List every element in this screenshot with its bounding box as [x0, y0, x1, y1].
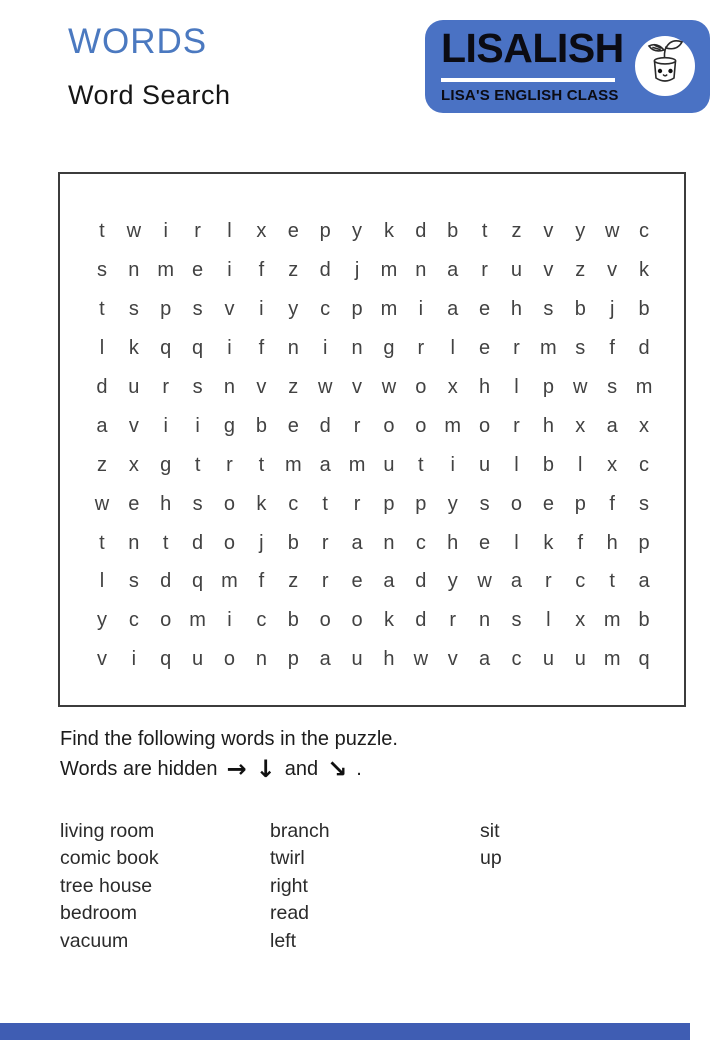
- word-item: left: [270, 929, 297, 952]
- grid-letter: u: [574, 648, 586, 671]
- grid-letter: t: [162, 531, 169, 554]
- grid-letter: i: [418, 298, 424, 321]
- word-item: bedroom: [60, 902, 137, 925]
- grid-letter: d: [96, 376, 108, 398]
- grid-letter: a: [351, 531, 363, 554]
- grid-letter: h: [510, 298, 523, 321]
- grid-letter: a: [606, 414, 618, 437]
- grid-letter: r: [417, 337, 425, 360]
- grid-letter: d: [319, 414, 331, 437]
- grid-letter: a: [447, 259, 459, 282]
- grid-letter: s: [479, 492, 490, 515]
- grid-letter: m: [189, 609, 206, 632]
- grid-letter: o: [223, 648, 236, 671]
- grid-letter: p: [574, 492, 586, 515]
- grid-letter: s: [639, 492, 650, 515]
- grid-letter: i: [163, 220, 168, 243]
- grid-letter: o: [415, 414, 427, 437]
- grid-letter: r: [513, 337, 520, 360]
- word-item: up: [480, 847, 502, 870]
- grid-letter: i: [227, 609, 232, 632]
- grid-letter: y: [96, 609, 107, 632]
- grid-letter: c: [639, 220, 650, 243]
- grid-letter: y: [447, 570, 458, 593]
- word-item: comic book: [60, 847, 159, 870]
- grid-letter: w: [126, 220, 142, 243]
- word-item: tree house: [60, 874, 153, 897]
- grid-letter: y: [447, 492, 458, 515]
- word-list: [60, 818, 502, 955]
- grid-letter: t: [99, 220, 105, 243]
- word-item: living room: [60, 820, 155, 842]
- grid-letter: r: [481, 259, 488, 282]
- grid-letter: t: [99, 531, 105, 554]
- grid-letter: m: [221, 570, 238, 593]
- grid-letter: c: [639, 453, 650, 476]
- grid-letter: d: [415, 220, 427, 243]
- page-title: WORDS: [68, 22, 208, 61]
- grid-letter: b: [638, 298, 650, 321]
- instruction-period: .: [356, 757, 362, 780]
- grid-letter: n: [479, 609, 491, 632]
- grid-letter: a: [638, 570, 650, 593]
- instructions: [60, 728, 398, 781]
- grid-letter: r: [353, 492, 361, 515]
- grid-letter: b: [287, 531, 299, 554]
- grid-letter: i: [322, 337, 328, 360]
- grid-letter: b: [287, 609, 299, 632]
- grid-letter: l: [99, 570, 105, 593]
- grid-letter: i: [195, 414, 200, 437]
- grid-letter: r: [162, 376, 170, 398]
- grid-letter: l: [99, 337, 105, 360]
- grid-letter: l: [514, 531, 519, 554]
- grid-letter: i: [259, 298, 264, 321]
- grid-letter: s: [192, 376, 203, 398]
- logo-divider: [441, 78, 615, 82]
- word-column: [60, 818, 270, 955]
- grid-letter: w: [604, 220, 620, 243]
- grid-letter: v: [352, 376, 363, 398]
- grid-letter: e: [128, 492, 140, 515]
- grid-letter: o: [223, 531, 236, 554]
- logo-tagline: LISA'S ENGLISH CLASS: [441, 87, 619, 104]
- grid-letter: h: [383, 648, 395, 671]
- grid-letter: x: [575, 414, 586, 437]
- grid-letter: v: [128, 414, 139, 437]
- grid-letter: m: [635, 376, 653, 398]
- grid-letter: f: [609, 492, 615, 515]
- grid-letter: t: [322, 492, 328, 515]
- grid-letter: z: [575, 259, 586, 282]
- grid-letter: w: [381, 376, 397, 398]
- grid-letter: t: [194, 453, 201, 476]
- arrow-right-icon: →: [226, 755, 247, 783]
- grid-letter: g: [383, 337, 395, 360]
- grid-letter: u: [128, 376, 140, 398]
- grid-letter: r: [513, 414, 520, 437]
- grid-letter: i: [227, 259, 232, 282]
- grid-letter: e: [479, 298, 491, 321]
- grid-letter: w: [573, 376, 588, 398]
- grid-letter: a: [383, 570, 395, 593]
- grid-letter: o: [160, 609, 172, 632]
- grid-letter: k: [383, 609, 394, 632]
- grid-letter: w: [413, 648, 429, 671]
- grid-letter: a: [96, 414, 108, 437]
- grid-letter: c: [415, 531, 426, 554]
- grid-letter: a: [479, 648, 491, 671]
- instruction-line1: Find the following words in the puzzle.: [60, 728, 398, 750]
- grid-letter: z: [288, 376, 299, 398]
- word-item: twirl: [270, 847, 305, 870]
- grid-letter: p: [638, 531, 650, 554]
- grid-letter: u: [479, 453, 491, 476]
- grid-letter: m: [603, 609, 621, 632]
- grid-letter: i: [227, 337, 232, 360]
- grid-letter: e: [479, 337, 491, 360]
- word-item: branch: [270, 820, 330, 842]
- grid-letter: d: [415, 609, 427, 632]
- grid-letter: s: [96, 259, 107, 282]
- grid-letter: e: [351, 570, 363, 593]
- grid-letter: c: [320, 298, 331, 321]
- arrow-down-icon: ↓: [255, 755, 276, 783]
- grid-letter: o: [319, 609, 331, 632]
- word-item: read: [270, 902, 310, 925]
- grid-letter: h: [447, 531, 459, 554]
- grid-letter: t: [99, 298, 105, 321]
- grid-letter: v: [543, 259, 554, 282]
- grid-letter: y: [575, 220, 586, 243]
- grid-letter: f: [609, 337, 615, 360]
- instruction-line2-text: Words are hidden: [60, 757, 218, 780]
- grid-letter: k: [543, 531, 554, 554]
- grid-letter: n: [415, 259, 427, 282]
- grid-letter: p: [319, 220, 331, 243]
- grid-letter: s: [575, 337, 586, 360]
- grid-letter: k: [256, 492, 267, 515]
- grid-letter: p: [351, 298, 363, 321]
- grid-letter: h: [606, 531, 618, 554]
- grid-letter: p: [287, 648, 299, 671]
- grid-letter: u: [383, 453, 395, 476]
- grid-letter: m: [348, 453, 366, 476]
- grid-letter: u: [351, 648, 363, 671]
- puzzle-border: [58, 172, 686, 707]
- grid-letter: o: [510, 492, 523, 515]
- grid-letter: n: [287, 337, 299, 360]
- grid-letter: m: [284, 453, 302, 476]
- grid-letter: o: [223, 492, 236, 515]
- grid-letter: m: [157, 259, 175, 282]
- grid-letter: n: [255, 648, 267, 671]
- grid-letter: i: [131, 648, 137, 671]
- grid-letter: l: [514, 376, 519, 398]
- grid-letter: q: [160, 648, 172, 671]
- grid-letter: r: [321, 531, 329, 554]
- grid-letter: o: [351, 609, 363, 632]
- grid-letter: p: [383, 492, 395, 515]
- grid-letter: o: [479, 414, 491, 437]
- grid-letter: b: [447, 220, 459, 243]
- grid-letter: v: [256, 376, 267, 398]
- grid-letter: a: [319, 453, 331, 476]
- grid-letter: v: [96, 648, 107, 671]
- grid-letter: q: [192, 337, 204, 360]
- grid-letter: h: [542, 414, 554, 437]
- grid-letter: b: [574, 298, 586, 321]
- grid-letter: a: [319, 648, 331, 671]
- grid-letter: a: [510, 570, 523, 593]
- grid-letter: q: [160, 337, 172, 360]
- word-column: [480, 818, 502, 955]
- grid-letter: c: [575, 570, 586, 593]
- grid-letter: f: [258, 337, 265, 360]
- grid-letter: c: [288, 492, 299, 515]
- grid-letter: u: [192, 648, 204, 671]
- grid-letter: c: [256, 609, 267, 632]
- grid-letter: u: [510, 259, 523, 282]
- grid-letter: y: [288, 298, 299, 321]
- grid-letter: i: [450, 453, 455, 476]
- grid-letter: r: [353, 414, 361, 437]
- word-item: right: [270, 874, 308, 897]
- grid-letter: k: [639, 259, 650, 282]
- grid-letter: f: [258, 570, 265, 593]
- grid-letter: s: [128, 570, 139, 593]
- grid-letter: k: [383, 220, 394, 243]
- grid-letter: s: [128, 298, 139, 321]
- grid-letter: z: [288, 570, 299, 593]
- grid-letter: l: [514, 453, 519, 476]
- grid-letter: v: [447, 648, 458, 671]
- grid-letter: x: [607, 453, 618, 476]
- grid-letter: e: [192, 259, 204, 282]
- grid-letter: v: [543, 220, 554, 243]
- grid-letter: r: [545, 570, 552, 593]
- arrow-diagonal-icon: ↘: [327, 755, 348, 783]
- letter-grid: [86, 212, 660, 679]
- grid-letter: s: [543, 298, 554, 321]
- grid-letter: p: [542, 376, 554, 398]
- word-item: sit: [480, 820, 500, 842]
- grid-letter: h: [479, 376, 491, 398]
- grid-letter: c: [511, 648, 522, 671]
- grid-letter: w: [317, 376, 333, 398]
- grid-letter: l: [578, 453, 583, 476]
- grid-letter: v: [607, 259, 618, 282]
- grid-letter: t: [609, 570, 615, 593]
- grid-letter: k: [128, 337, 139, 360]
- grid-letter: e: [287, 414, 299, 437]
- grid-letter: l: [227, 220, 232, 243]
- grid-letter: t: [258, 453, 265, 476]
- grid-letter: r: [449, 609, 457, 632]
- grid-letter: f: [577, 531, 584, 554]
- grid-letter: m: [380, 259, 398, 282]
- lisalish-logo: [425, 20, 710, 113]
- grid-letter: m: [540, 337, 557, 360]
- grid-letter: j: [354, 259, 360, 282]
- grid-letter: y: [352, 220, 363, 243]
- word-column: [270, 818, 480, 955]
- grid-letter: x: [575, 609, 586, 632]
- grid-letter: c: [128, 609, 139, 632]
- grid-letter: s: [607, 376, 618, 398]
- grid-letter: e: [287, 220, 299, 243]
- grid-letter: d: [192, 531, 204, 554]
- page-subtitle: Word Search: [68, 80, 231, 110]
- grid-letter: t: [481, 220, 488, 243]
- instruction-conjunction: and: [284, 757, 319, 780]
- grid-letter: l: [450, 337, 455, 360]
- grid-letter: d: [319, 259, 331, 282]
- grid-letter: w: [94, 492, 110, 515]
- grid-letter: s: [192, 298, 203, 321]
- grid-letter: x: [128, 453, 139, 476]
- instruction-line2: [60, 757, 398, 781]
- grid-letter: d: [415, 570, 427, 593]
- grid-letter: r: [321, 570, 329, 593]
- grid-letter: x: [447, 376, 458, 398]
- grid-letter: n: [128, 259, 140, 282]
- grid-letter: q: [638, 648, 650, 671]
- grid-letter: e: [479, 531, 491, 554]
- grid-letter: w: [477, 570, 492, 593]
- grid-letter: j: [609, 298, 615, 321]
- grid-letter: z: [96, 453, 107, 476]
- grid-letter: s: [511, 609, 522, 632]
- grid-letter: t: [418, 453, 424, 476]
- grid-letter: a: [447, 298, 459, 321]
- grid-letter: g: [223, 414, 236, 437]
- grid-letter: j: [259, 531, 264, 554]
- grid-letter: n: [223, 376, 236, 398]
- grid-letter: n: [351, 337, 363, 360]
- grid-letter: l: [546, 609, 551, 632]
- grid-letter: v: [224, 298, 235, 321]
- footer-accent-bar: [0, 1023, 690, 1040]
- grid-letter: s: [192, 492, 203, 515]
- grid-letter: n: [128, 531, 140, 554]
- grid-letter: z: [511, 220, 522, 243]
- grid-letter: r: [194, 220, 201, 243]
- grid-letter: m: [444, 414, 462, 437]
- grid-letter: m: [603, 648, 621, 671]
- sprout-cup-icon: [633, 34, 697, 98]
- grid-letter: p: [160, 298, 172, 321]
- grid-letter: x: [256, 220, 267, 243]
- word-item: vacuum: [60, 929, 129, 952]
- grid-letter: o: [415, 376, 427, 398]
- grid-letter: b: [255, 414, 267, 437]
- grid-letter: f: [258, 259, 265, 282]
- grid-letter: x: [639, 414, 650, 437]
- grid-letter: r: [226, 453, 233, 476]
- grid-letter: d: [638, 337, 650, 360]
- grid-letter: d: [160, 570, 172, 593]
- grid-letter: h: [160, 492, 172, 515]
- grid-letter: m: [380, 298, 398, 321]
- logo-name: LISALISH: [441, 25, 624, 71]
- grid-letter: o: [383, 414, 395, 437]
- grid-letter: p: [415, 492, 427, 515]
- grid-letter: n: [383, 531, 395, 554]
- grid-letter: q: [192, 570, 204, 593]
- grid-letter: u: [542, 648, 554, 671]
- grid-letter: g: [160, 453, 172, 476]
- grid-letter: b: [542, 453, 554, 476]
- grid-letter: z: [288, 259, 299, 282]
- grid-letter: b: [638, 609, 650, 632]
- grid-letter: e: [542, 492, 554, 515]
- grid-letter: i: [163, 414, 168, 437]
